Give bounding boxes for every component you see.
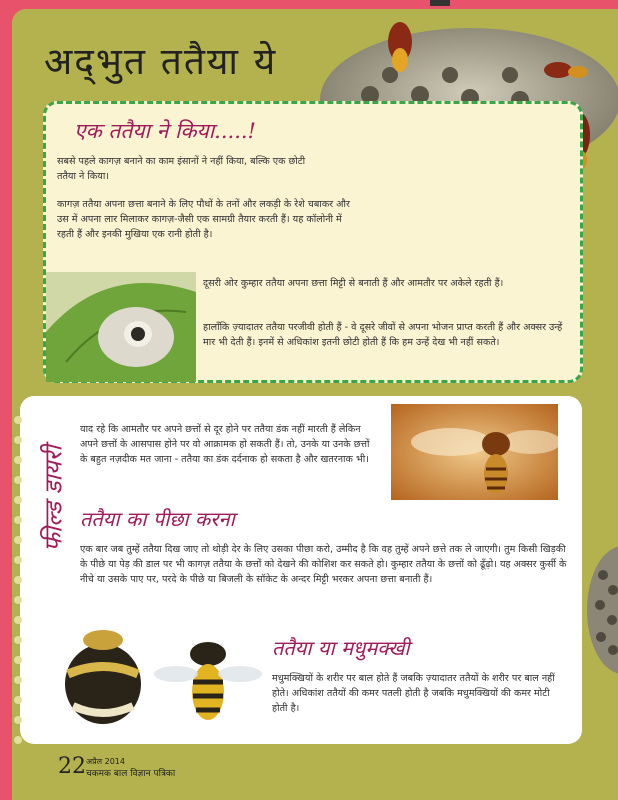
partial-nest-photo	[585, 545, 618, 675]
flying-wasp-photo	[391, 404, 558, 500]
page-number: 22	[58, 754, 86, 779]
section1-paragraph-4: हालाँकि ज़्यादातर ततैया परजीवी होती हैं - वे दूसरे जीवों से अपना भोजन प्राप्त करती हैं और अक्सर उन्हें मार भी देती हैं। इनमें से अधिकांश इतनी छोटी होती हैं कि हम उन्हें देख भी नहीं सकते।	[203, 322, 563, 349]
section2-heading-chase: ततैया का पीछा करना	[80, 507, 235, 531]
issue-date: अप्रैल 2014	[86, 757, 125, 766]
section2-paragraph-2: एक बार जब तुम्हें ततैया दिख जाए तो थोड़ी देर के लिए उसका पीछा करो, उम्मीद है कि वह तुम्हें अपने छत्ते तक ले जाएगी। तुम किसी खिड़की के पीछे या पेड़ की डाल पर भी कागज़ ततैया के छत्तों को देखने की कोशिश कर सकते हो। कुम्हार ततैया के छत्तों को ढूँढ़ो। यह अक्सर कुर्सी के नीचे या उसके पाए पर, परदे के पीछे या बिजली के सॉकेट के अन्दर मिट्टी भरकर अपना छत्ता बनाती हैं।	[80, 544, 567, 586]
section1-heading: एक ततैया ने किया.....!	[74, 119, 256, 143]
section2-heading-bee-or-wasp: ततैया या मधुमक्खी	[272, 636, 410, 660]
section1-paragraph-1: सबसे पहले कागज़ बनाने का काम इंसानों ने नहीं किया, बल्कि एक छोटी ततैया ने किया।	[57, 156, 306, 183]
section1-paragraph-3: दूसरी ओर कुम्हार ततैया अपना छत्ता मिट्टी से बनाती हैं और आमतौर पर अकेले रहती हैं।	[203, 278, 504, 289]
section2-paragraph-3: मधुमक्खियों के शरीर पर बाल होते हैं जबकि ज़्यादातर ततैयों के शरीर पर बाल नहीं होते। अधिकांश ततैयों की कमर पतली होती है जबकि मधुमक्खियों की कमर मोटी होती है।	[272, 673, 555, 715]
page-title: अद्‌भुत ततैया ये	[44, 40, 278, 83]
magazine-name: चकमक बाल विज्ञान पत्रिका	[86, 769, 176, 779]
potter-wasp-nest-photo	[46, 272, 196, 382]
bee-and-wasp-photo	[48, 614, 268, 732]
field-diary-label: फील्ड डायरी	[39, 445, 68, 552]
spiral-binding-dots	[13, 415, 23, 745]
section2-paragraph-1: याद रहे कि आमतौर पर अपने छत्तों से दूर होने पर ततैया डंक नहीं मारती हैं लेकिन अपने छत्तों के आसपास होने पर वो आक्रामक हो सकती हैं। तो, उनके या उनके छत्तों के बहुत नज़दीक मत जाना - ततैया का डंक दर्दनाक हो सकता है और खतरनाक भी।	[80, 424, 370, 466]
section1-paragraph-2: कागज़ ततैया अपना छत्ता बनाने के लिए पौधों के तनों और लकड़ी के रेशे चबाकर और उस में अपना लार मिलाकर कागज़-जैसी एक सामग्री तैयार करती हैं। यह कॉलोनी में रहती हैं और इनकी मुखिया एक रानी होती है।	[57, 199, 350, 241]
